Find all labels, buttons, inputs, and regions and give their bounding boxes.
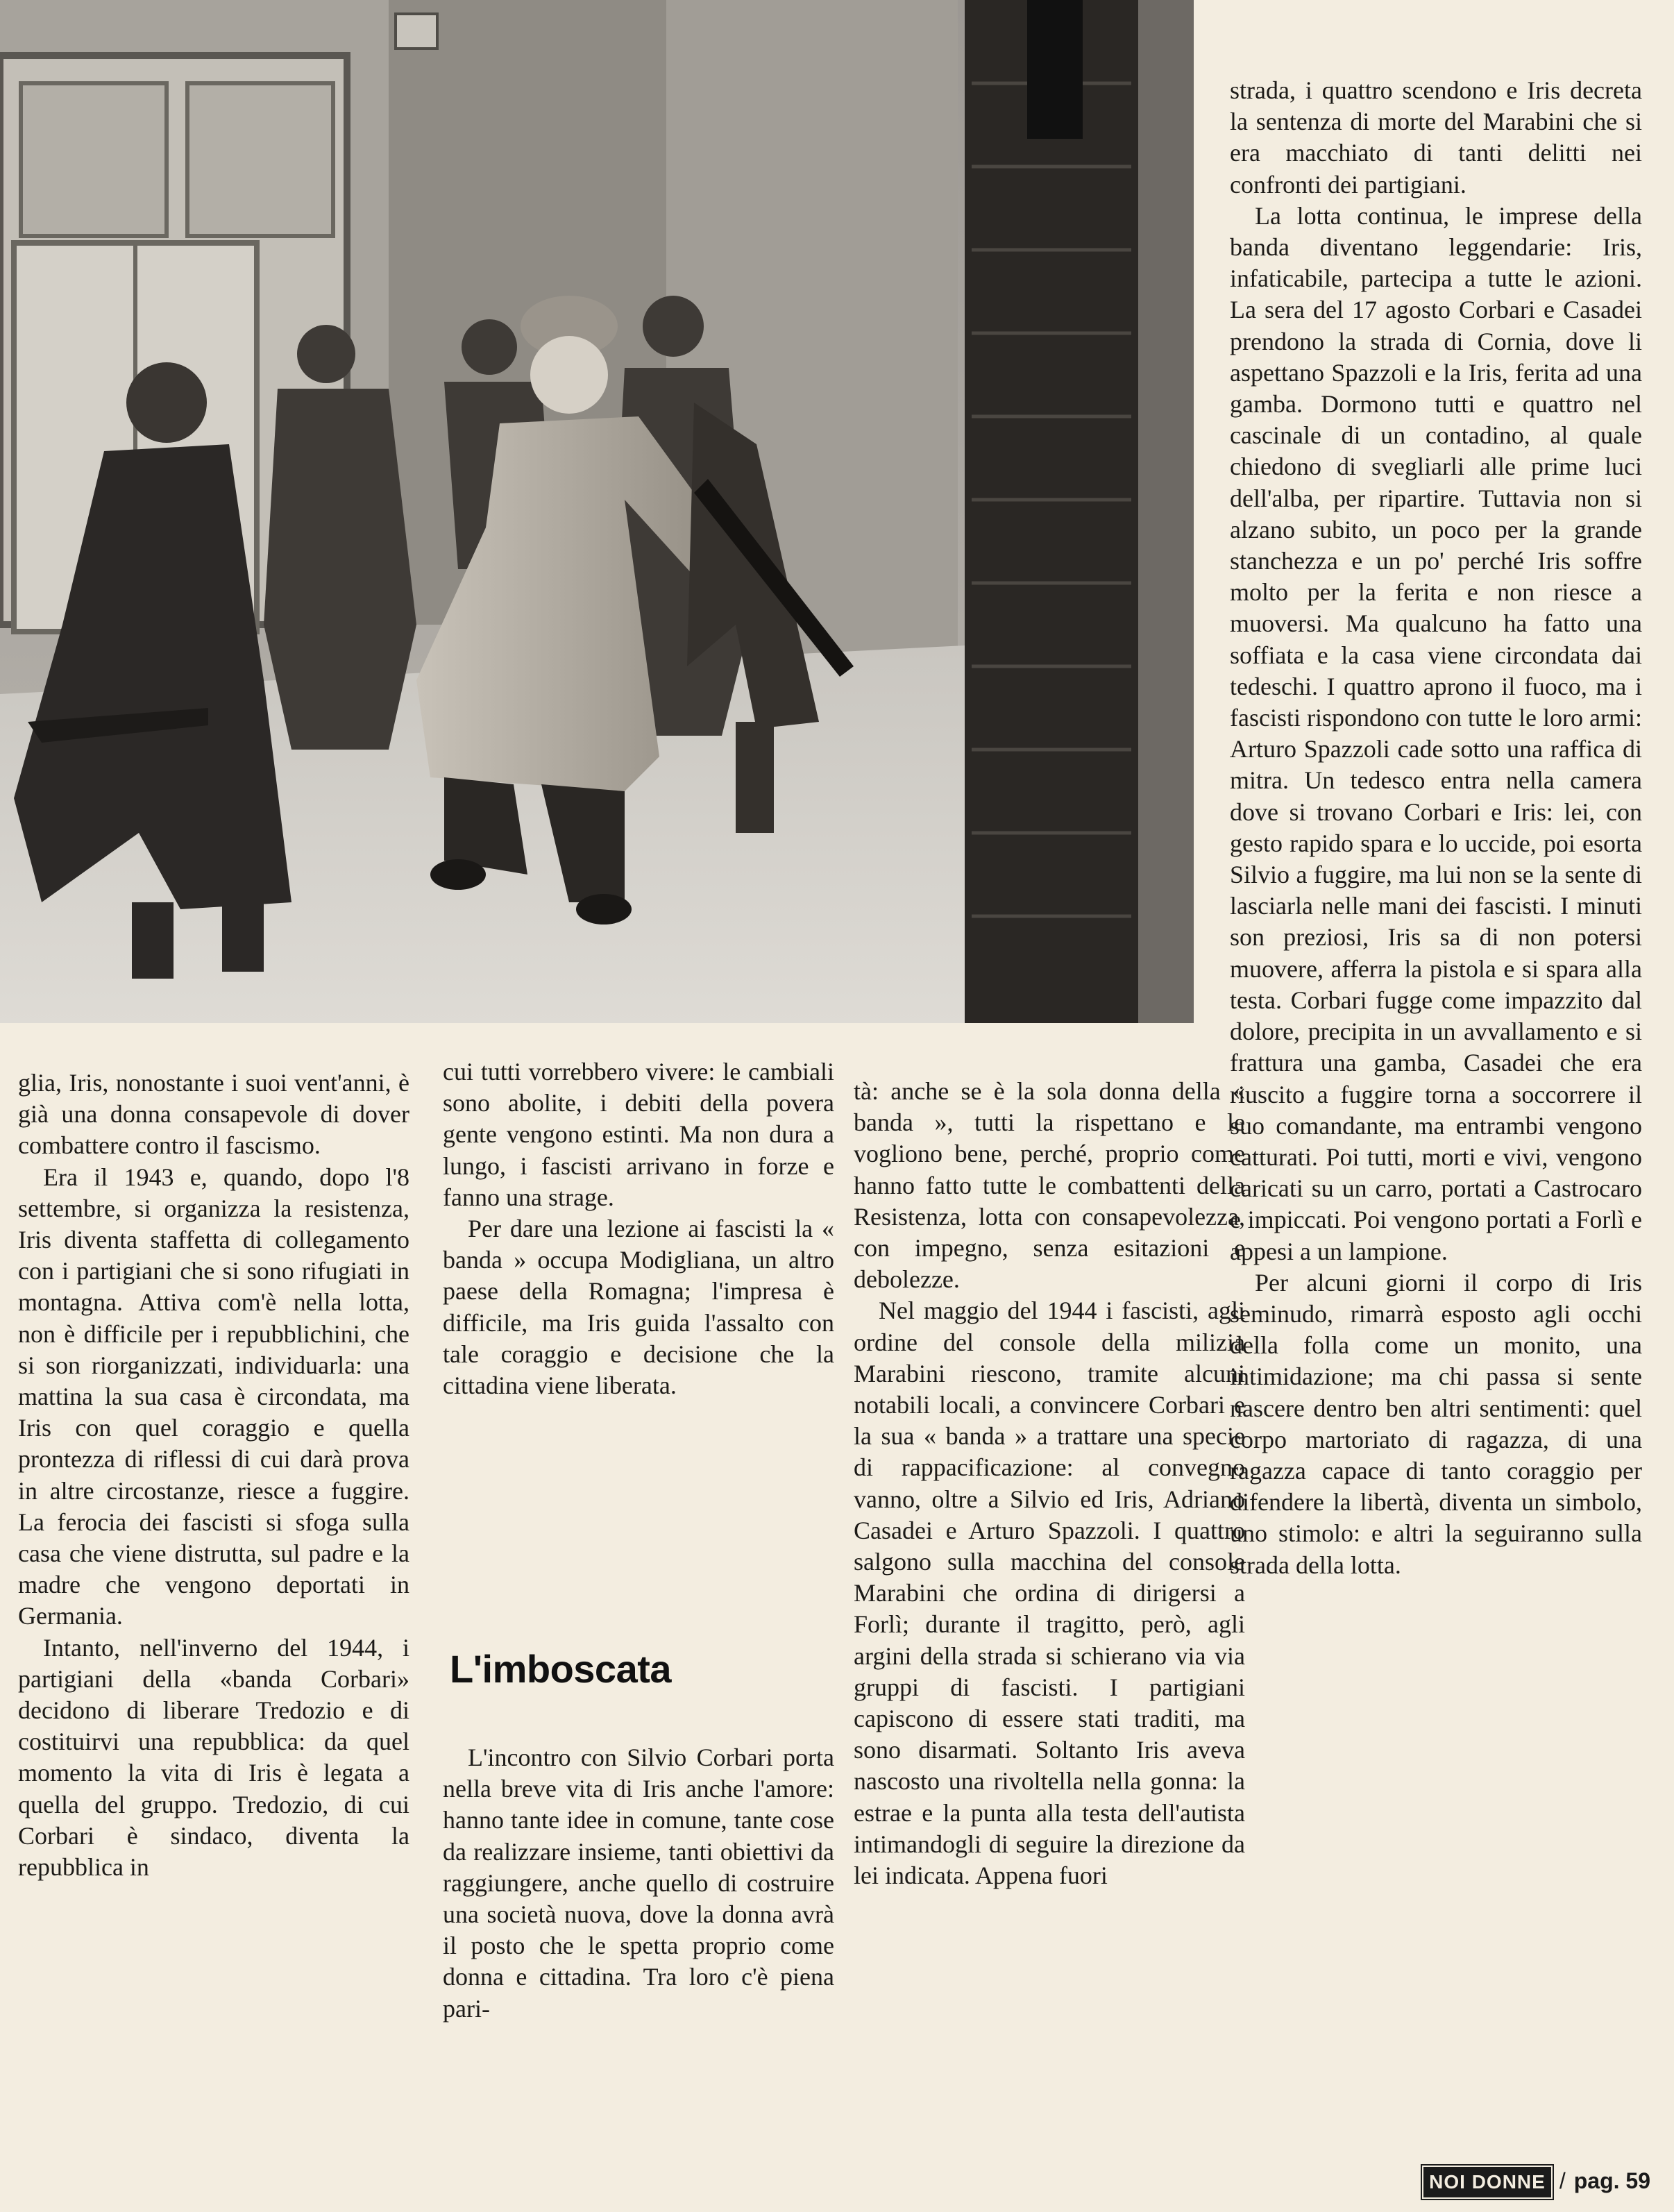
magazine-logo: NOI DONNE [1423, 2167, 1551, 2197]
footer-separator: / [1559, 2168, 1566, 2193]
article-column-right [1230, 75, 1642, 1581]
paragraph: cui tutti vorrebbero vivere: le cambiali sono abolite, i debiti della povera gente vengono estinti. Ma non dura a lungo, i fascisti arrivano in forze e fanno una strage. [443, 1058, 834, 1211]
paragraph: Nel maggio del 1944 i fascisti, agli ordine del console della milizia Marabini riescono, tramite alcuni notabili locali, a convincere Corbari e la sua « banda » a trattare una specie di rappacificazione: al convegno vanno, oltre a Silvio ed Iris, Adriano Casadei e Arturo Spazzoli. I quattro salgono sulla macchina del console Marabini che ordina di dirigersi a Forlì; durante il tragitto, però, agli argini della strada si schierano via via gruppi di fascisti. I partigiani capiscono di essere stati traditi, ma sono disarmati. Soltanto Iris aveva nascosto una rivoltella nella gonna: la estrae e la punta alla testa dell'autista intimandogli di seguire la direzione da lei indicata. Appena fuori [854, 1297, 1245, 1890]
section-heading: L'imboscata [450, 1647, 672, 1691]
paragraph: Per dare una lezione ai fascisti la « banda » occupa Modigliana, un altro paese della Romagna; l'impresa è difficile, ma Iris guida l'assalto con tale coraggio e decisione che la cittadina viene liberata. [443, 1215, 834, 1400]
article-column-2 [443, 1056, 834, 1401]
article-column-2-continued [443, 1742, 834, 2025]
paragraph: L'incontro con Silvio Corbari porta nella breve vita di Iris anche l'amore: hanno tante idee in comune, tante cose da realizzare insieme, tanti obiettivi da raggiungere, anche quello di costruire una società nuova, dove la donna avrà il posto che le spetta proprio come donna e cittadina. Tra loro c'è piena pari- [443, 1744, 834, 2023]
paragraph: strada, i quattro scendono e Iris decreta la sentenza di morte del Marabini che si era macchiato di tanti delitti nei confronti dei partigiani. [1230, 76, 1642, 199]
paragraph: Intanto, nell'inverno del 1944, i partigiani della «banda Corbari» decidono di liberare Tredozio e di costituirvi una repubblica: da quel momento la vita di Iris è legata a quella del gruppo. Tredozio, di cui Corbari è sindaco, diventa la repubblica in [18, 1633, 409, 1882]
photo-illustration [0, 0, 1194, 1023]
article-photo [0, 0, 1194, 1023]
paragraph: tà: anche se è la sola donna della « banda », tutti la rispettano e le vogliono bene, perché, proprio come hanno fatto tutte le combattenti della Resistenza, lotta con consapevolezza, con impegno, senza esitazioni e debolezze. [854, 1077, 1245, 1294]
paragraph: Era il 1943 e, quando, dopo l'8 settembre, si organizza la resistenza, Iris diventa staffetta di collegamento con i partigiani che si sono rifugiati in montagna. Attiva com'è nella lotta, non è difficile per i repubblichini, che si son riorganizzati, individuarla: una mattina la sua casa è circondata, ma Iris con quel coraggio e quella prontezza di riflessi di cui darà prova in altre circostanze, riesce a fuggire. La ferocia dei fascisti si sfoga sulla casa che viene distrutta, sul padre e la madre che vengono deportati in Germania. [18, 1163, 409, 1630]
paragraph: glia, Iris, nonostante i suoi vent'anni, è già una donna consapevole di dover combattere contro il fascismo. [18, 1069, 409, 1160]
paragraph: La lotta continua, le imprese della banda diventano leggendarie: Iris, infaticabile, partecipa a tutte le azioni. La sera del 17 agosto Corbari e Casadei prendono la strada di Cornia, dove li aspettano Spazzoli e la Iris, ferita ad una gamba. Dormono tutti e quattro nel cascinale di un contadino, al quale chiedono di svegliarli alle prime luci dell'alba, per ripartire. Tuttavia non si alzano subito, un poco per la grande stanchezza e un po' perché Iris soffre molto per la ferita e non riesce a muoversi. Ma qualcuno ha fatto una soffiata e la casa viene circondata dai tedeschi. I quattro aprono il fuoco, ma i fascisti rispondono con tutte le loro armi: Arturo Spazzoli cade sotto una raffica di mitra. Un tedesco entra nella camera dove si trovano Corbari e Iris: lei, con gesto rapido spara e lo uccide, poi esorta Silvio a fuggire, ma lui non se la sente di lasciarla nelle mani dei fascisti. I minuti son preziosi, Iris sa di non potersi muovere, afferra la pistola e si spara alla testa. Corbari fugge come impazzito dal dolore, precipita in un avvallamento e si frattura una gamba, Casadei che era riuscito a fuggire torna a soccorrere il suo comandante, ma entrambi vengono catturati. Poi tutti, morti e vivi, vengono caricati su un carro, portati a Castrocaro e impiccati. Poi vengono portati a Forlì e appesi a un lampione. [1230, 201, 1642, 1265]
page-number: pag. 59 [1573, 2168, 1650, 2193]
page-footer [1423, 2167, 1650, 2197]
article-column-3 [854, 1076, 1245, 1891]
article-column-1 [18, 1067, 409, 1883]
paragraph: Per alcuni giorni il corpo di Iris seminudo, rimarrà esposto agli occhi della folla come un monito, una intimidazione; ma chi passa si sente nascere dentro ben altri sentimenti: quel corpo martoriato di ragazza, di una ragazza capace di tanto coraggio per difendere la libertà, diventa un simbolo, uno stimolo: e altri la seguiranno sulla strada della lotta. [1230, 1268, 1642, 1579]
